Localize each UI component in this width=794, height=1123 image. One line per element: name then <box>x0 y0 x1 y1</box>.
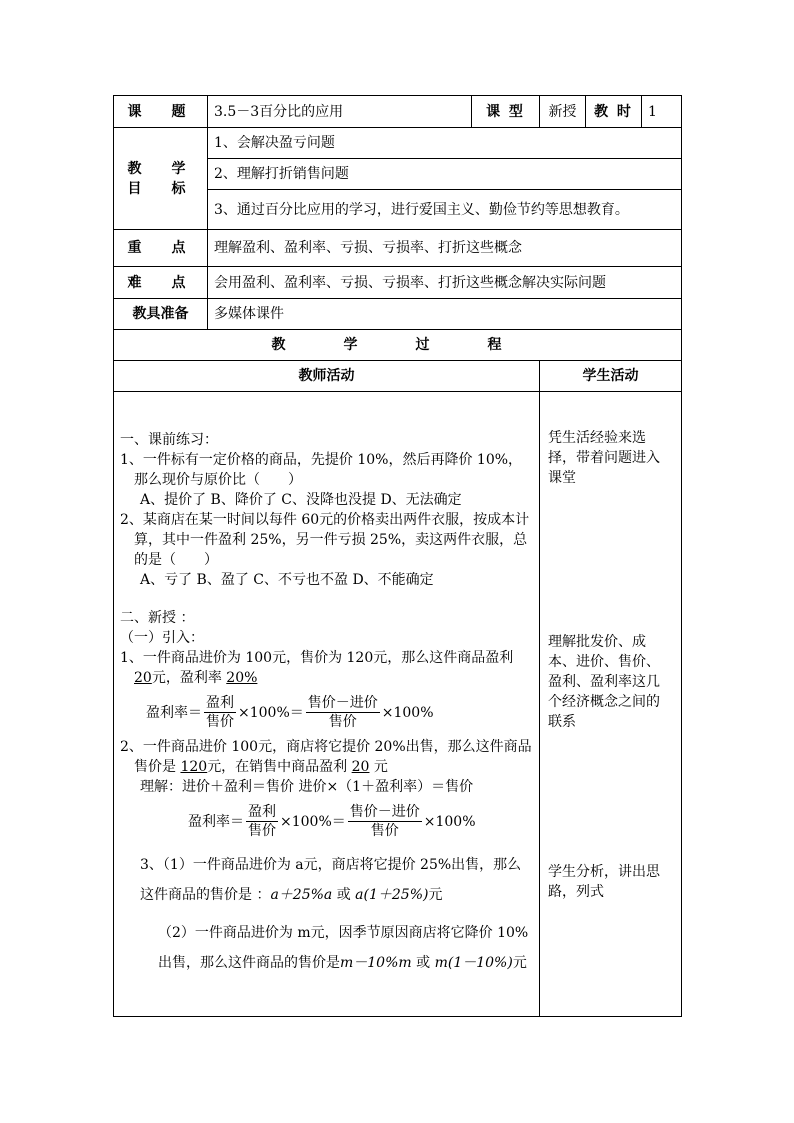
fraction-difference-over-price <box>348 803 422 840</box>
student-column-header: 学生活动 <box>540 361 682 392</box>
fraction-numerator: 盈利 <box>248 804 276 820</box>
example-2-unit: 元 <box>369 759 388 775</box>
formula-middle: ×100%＝ <box>280 813 346 830</box>
fraction-denominator: 售价 <box>370 823 399 839</box>
example-3-expr-1: a＋25%a <box>270 887 333 903</box>
row-difficulties <box>114 267 682 299</box>
difficulties-label: 难 点 <box>114 267 208 299</box>
example-2-text: 2、一件商品进价 100元，商店将它提价 20%出售，那么这件商品售价是 <box>120 739 532 775</box>
student-activity-2: 理解批发价、成本、进价、售价、盈利、盈利率这几个经济概念之间的联系 <box>548 634 660 730</box>
row-key-points <box>114 230 682 267</box>
practice-question-1: 1、一件标有一定价格的商品，先提价 10%，然后再降价 10%，那么现价与原价比（ ） <box>120 452 523 488</box>
teacher-activity-cell <box>114 392 540 1017</box>
fraction-numerator: 盈利 <box>206 695 234 711</box>
student-activity-cell <box>540 392 682 1017</box>
fraction-denominator: 售价 <box>328 714 357 730</box>
formula-end: ×100% <box>423 813 476 830</box>
topic-label: 课 题 <box>114 96 208 128</box>
example-3-part-2-text: （2）一件商品进价为 m元，因季节原因商店将它降价 10%出售，那么这件商品的售价是 <box>158 925 529 971</box>
profit-rate-formula <box>146 694 533 731</box>
row-process-title <box>114 330 682 361</box>
goal-item: 3、通过百分比应用的学习，进行爱国主义、勤俭节约等思想教育。 <box>208 190 682 230</box>
fraction-profit-over-price <box>246 803 278 840</box>
row-column-headers <box>114 361 682 392</box>
formula-end: ×100% <box>381 704 434 721</box>
student-activity-1: 凭生活经验来选择，带着问题进入课堂 <box>548 430 660 486</box>
practice-question-2: 2、某商店在某一时间以每件 60元的价格卖出两件衣服，按成本计算，其中一件盈利 25%，另一件亏损 25%，卖这两件衣服，总的是（ ） <box>120 512 530 568</box>
formula-middle: ×100%＝ <box>238 704 304 721</box>
example-2-profit-answer: 20 <box>351 759 370 775</box>
fraction-difference-over-price <box>306 694 380 731</box>
fraction-denominator: 售价 <box>206 714 234 730</box>
example-3-part-1 <box>120 850 533 910</box>
example-2-text-2: 元，在销售中商品盈利 <box>207 759 352 775</box>
tools-value: 多媒体课件 <box>208 299 682 330</box>
example-3-expr-3: m－10%m <box>340 955 412 971</box>
topic-value: 3.5－3百分比的应用 <box>208 96 472 128</box>
teacher-column-header: 教师活动 <box>114 361 540 392</box>
key-points-value: 理解盈利、盈利率、亏损、亏损率、打折这些概念 <box>208 230 682 267</box>
subsection-introduction: （一）引入： <box>120 630 204 646</box>
example-2 <box>120 737 533 777</box>
profit-rate-formula-repeat <box>188 803 533 840</box>
row-tools <box>114 299 682 330</box>
fraction-numerator: 售价－进价 <box>349 804 420 820</box>
section-new-lesson: 二、新授 ： <box>120 610 195 626</box>
key-points-label: 重 点 <box>114 230 208 267</box>
student-activity-3: 学生分析，讲出思路，列式 <box>548 864 660 900</box>
difficulties-value: 会用盈利、盈利率、亏损、亏损率、打折这些概念解决实际问题 <box>208 267 682 299</box>
example-1-rate-answer: 20% <box>226 670 258 686</box>
example-3-or: 或 <box>332 887 356 903</box>
understanding-note: 理解：进价＋盈利＝售价 进价×（1＋盈利率）＝售价 <box>140 779 474 795</box>
example-1-text: 1、一件商品进价为 100元，售价为 120元，那么这件商品盈利 <box>120 650 514 666</box>
example-3-expr-4: m(1－10%) <box>434 955 513 971</box>
tools-label: 教具准备 <box>114 299 208 330</box>
example-3-unit-2: 元 <box>512 955 527 971</box>
formula-lhs: 盈利率＝ <box>188 813 244 830</box>
hours-label: 教 时 <box>586 96 642 128</box>
example-3-part-1-text: 3、（1）一件商品进价为 a元，商店将它提价 25%出售，那么这件商品的售价是 ： <box>140 857 522 903</box>
fraction-profit-over-price <box>204 694 236 731</box>
goal-item: 1、会解决盈亏问题 <box>208 128 682 159</box>
example-1-profit-answer: 20 <box>134 670 152 686</box>
example-3-or-2: 或 <box>411 955 435 971</box>
section-pre-class-practice: 一、课前练习： <box>120 432 218 448</box>
example-3-expr-2: a(1＋25%) <box>355 887 429 903</box>
example-3-unit: 元 <box>428 887 443 903</box>
row-goal-1 <box>114 128 682 159</box>
row-topic <box>114 96 682 128</box>
example-2-price-answer: 120 <box>180 759 208 775</box>
example-1 <box>120 648 533 688</box>
goals-label-line1: 教 学 <box>127 160 194 177</box>
type-label: 课 型 <box>472 96 540 128</box>
hours-value: 1 <box>642 96 682 128</box>
practice-question-1-options: A、提价了 B、降价了 C、没降也没提 D、无法确定 <box>140 492 462 508</box>
fraction-denominator: 售价 <box>248 823 276 839</box>
practice-question-2-options: A、亏了 B、盈了 C、不亏也不盈 D、不能确定 <box>140 572 434 588</box>
type-value: 新授 <box>540 96 586 128</box>
row-process-content <box>114 392 682 1017</box>
process-title: 教 学 过 程 <box>114 330 682 361</box>
formula-lhs: 盈利率＝ <box>146 704 202 721</box>
example-1-text-2: 元，盈利率 <box>151 670 227 686</box>
goal-item: 2、理解打折销售问题 <box>208 159 682 190</box>
goals-label <box>114 128 208 230</box>
example-3-part-2 <box>120 918 533 978</box>
lesson-plan-table <box>113 95 682 1017</box>
fraction-numerator: 售价－进价 <box>307 695 378 711</box>
goals-label-line2: 目 标 <box>127 180 194 197</box>
